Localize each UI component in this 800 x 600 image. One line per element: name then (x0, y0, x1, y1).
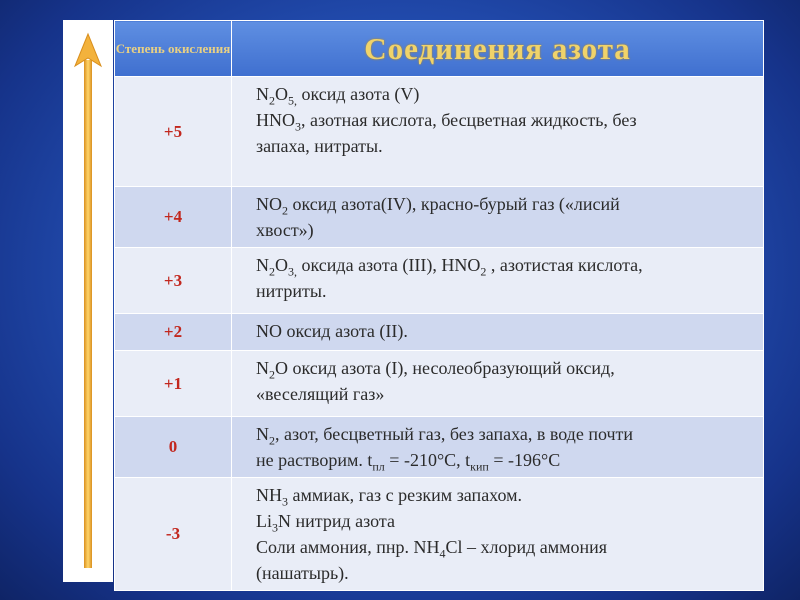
text-segment: нитриты. (256, 281, 327, 301)
table-row (115, 187, 764, 248)
description-line (256, 355, 753, 381)
oxidation-state: +4 (115, 187, 232, 248)
text-segment: N (256, 358, 269, 378)
text-segment: (нашатырь). (256, 563, 349, 583)
compound-description (232, 187, 764, 248)
nitrogen-compounds-table (114, 20, 764, 591)
text-segment: , азотистая кислота, (486, 255, 643, 275)
compound-description (232, 417, 764, 478)
text-segment: Li (256, 511, 272, 531)
description-line (256, 421, 753, 447)
oxidation-state: -3 (115, 478, 232, 591)
description-line (256, 133, 753, 159)
text-segment: Cl – хлорид аммония (445, 537, 608, 557)
text-segment: HNO (256, 110, 295, 130)
text-segment: O (275, 84, 288, 104)
text-segment: оксид азота(IV), красно-бурый газ («лисий (288, 194, 620, 214)
subscript: 2 (480, 264, 487, 279)
text-segment: N (256, 84, 269, 104)
subscript: 3 (295, 119, 301, 134)
compound-description (232, 248, 764, 314)
compounds-table-wrap (114, 20, 764, 582)
text-segment: аммиак, газ с резким запахом. (288, 485, 523, 505)
text-segment: NO оксид азота (II). (256, 321, 408, 341)
subscript: пл (372, 459, 385, 474)
subscript: 2 (282, 203, 288, 218)
text-segment: , азотная кислота, бесцветная жидкость, без (301, 110, 637, 130)
text-segment: не растворим. t (256, 450, 373, 470)
description-line (256, 508, 753, 534)
up-arrow-icon (63, 20, 113, 582)
text-segment: оксид азота (V) (297, 84, 420, 104)
description-line (256, 81, 753, 107)
description-line (256, 252, 753, 278)
compound-description (232, 77, 764, 187)
text-segment: N (256, 424, 269, 444)
arrow-column (63, 20, 113, 582)
text-segment: хвост») (256, 220, 314, 240)
subscript: 3 (272, 520, 278, 535)
description-line (256, 482, 753, 508)
subscript: 4 (439, 546, 446, 561)
oxidation-state: +5 (115, 77, 232, 187)
subscript: 3 (282, 494, 288, 509)
oxidation-state: +3 (115, 248, 232, 314)
table-row (115, 314, 764, 351)
text-segment: N нитрид азота (278, 511, 395, 531)
table-row (115, 351, 764, 417)
text-segment: N (256, 255, 269, 275)
oxidation-state: +2 (115, 314, 232, 351)
description-line (256, 560, 753, 586)
text-segment: Соли аммония, пнр. NH (256, 537, 440, 557)
description-line (256, 217, 753, 243)
text-segment: , азот, бесцветный газ, без запаха, в воде почти (275, 424, 634, 444)
subscript: 5, (288, 93, 297, 108)
description-line (256, 381, 753, 407)
text-segment: оксида азота (III), HNO (297, 255, 481, 275)
oxidation-state-header: Степень окисления (115, 21, 232, 77)
subscript: 2 (269, 93, 275, 108)
compound-description (232, 478, 764, 591)
description-line (256, 318, 753, 344)
subscript: 2 (269, 264, 275, 279)
subscript: 2 (269, 433, 275, 448)
description-line (256, 107, 753, 133)
table-row (115, 248, 764, 314)
page-title: Соединения азота (232, 21, 764, 77)
description-line (256, 447, 753, 473)
text-segment: O оксид азота (I), несолеобразующий оксид, (275, 358, 615, 378)
description-line (256, 191, 753, 217)
table-header-row (115, 21, 764, 77)
oxidation-state: +1 (115, 351, 232, 417)
text-segment: NO (256, 194, 282, 214)
text-segment: O (275, 255, 288, 275)
text-segment: = -210°C, t (384, 450, 471, 470)
text-segment: запаха, нитраты. (256, 136, 383, 156)
compound-description (232, 351, 764, 417)
compound-description (232, 314, 764, 351)
description-line (256, 278, 753, 304)
oxidation-state: 0 (115, 417, 232, 478)
text-segment: NH (256, 485, 282, 505)
table-row (115, 77, 764, 187)
text-segment: «веселящий газ» (256, 384, 385, 404)
subscript: 2 (269, 367, 275, 382)
table-row (115, 417, 764, 478)
text-segment: = -196°C (488, 450, 561, 470)
table-row (115, 478, 764, 591)
subscript: 3, (288, 264, 297, 279)
description-line (256, 534, 753, 560)
subscript: кип (470, 459, 489, 474)
